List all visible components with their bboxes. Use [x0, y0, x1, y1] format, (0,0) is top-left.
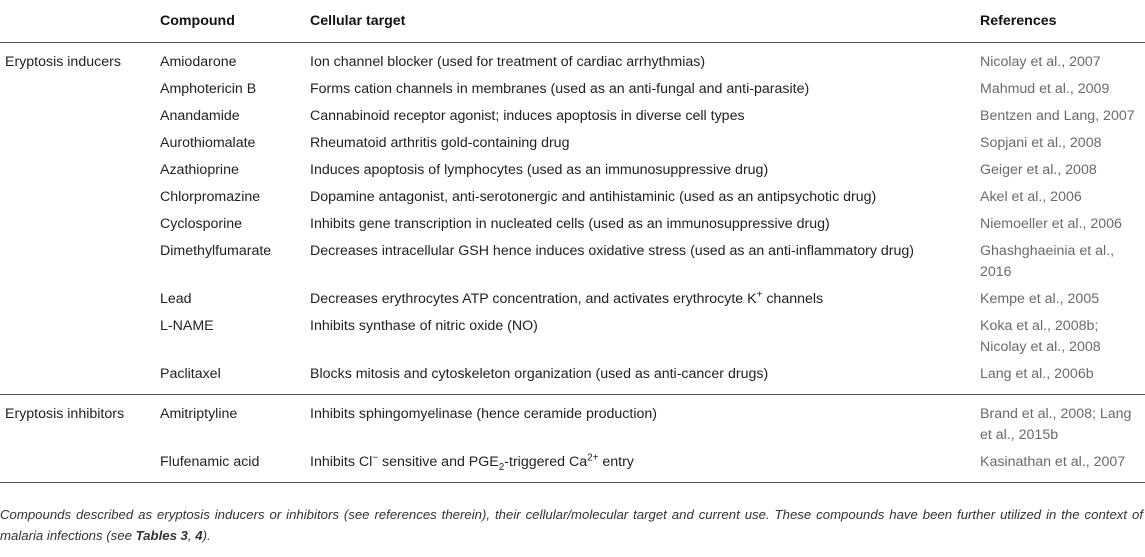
compound-cell: Paclitaxel — [160, 361, 310, 395]
table-row — [0, 43, 1145, 77]
target-cell: Induces apoptosis of lymphocytes (used as an immunosuppressive drug) — [310, 162, 769, 178]
compound-cell: Amiodarone — [160, 54, 237, 70]
table-header — [0, 0, 1145, 43]
reference-cell: Geiger et al., 2008 — [980, 162, 1097, 178]
table-row — [0, 286, 1145, 313]
target-cell: Dopamine antagonist, anti-serotonergic and antihistaminic (used as an antipsychotic drug) — [310, 189, 877, 205]
table-row — [0, 76, 1145, 103]
reference-cell: Brand et al., 2008; Lang et al., 2015b — [980, 406, 1132, 443]
table-row — [0, 184, 1145, 211]
reference-cell: Lang et al., 2006b — [980, 361, 1145, 395]
table-row — [0, 361, 1145, 395]
subscript-2: 2 — [498, 461, 505, 473]
target-cell: Blocks mitosis and cytoskeleton organization (used as anti-cancer drugs) — [310, 361, 980, 395]
inhibitors-section — [0, 395, 1145, 483]
header-row — [0, 0, 1145, 43]
caption-separator: , — [187, 528, 196, 543]
superscript-charge: 2+ — [587, 452, 599, 464]
table-row — [0, 238, 1145, 286]
reference-cell: Akel et al., 2006 — [980, 189, 1082, 205]
inducers-section — [0, 43, 1145, 395]
caption-link-table-4[interactable]: 4 — [195, 528, 203, 543]
target-text: Inhibits Cl — [310, 454, 373, 470]
table-row — [0, 313, 1145, 361]
target-text: entry — [598, 454, 634, 470]
table-row — [0, 211, 1145, 238]
target-cell — [310, 449, 980, 483]
compound-cell: Anandamide — [160, 108, 240, 124]
header-group — [0, 0, 160, 43]
superscript-minus: − — [372, 452, 379, 464]
table-row — [0, 449, 1145, 483]
target-cell: Cannabinoid receptor agonist; induces apoptosis in diverse cell types — [310, 108, 745, 124]
header-compound: Compound — [160, 0, 310, 43]
table-row — [0, 157, 1145, 184]
header-references: References — [980, 0, 1145, 43]
compound-cell: Amphotericin B — [160, 81, 257, 97]
target-text: -triggered Ca — [504, 454, 588, 470]
reference-cell: Niemoeller et al., 2006 — [980, 216, 1122, 232]
target-cell: Rheumatoid arthritis gold-containing drug — [310, 135, 570, 151]
compound-cell: Chlorpromazine — [160, 189, 261, 205]
table-row — [0, 130, 1145, 157]
compound-cell: Flufenamic acid — [160, 449, 310, 483]
caption-text: Compounds described as eryptosis inducers or inhibitors (see references therein), their cellular/molecular target and current use. These compounds have been further utilized in the context of malaria infections (see — [0, 507, 1143, 543]
reference-cell: Ghashghaeinia et al., 2016 — [980, 243, 1115, 280]
reference-cell: Mahmud et al., 2009 — [980, 81, 1110, 97]
compound-cell: Cyclosporine — [160, 216, 243, 232]
compound-cell: Lead — [160, 291, 192, 307]
reference-cell: Bentzen and Lang, 2007 — [980, 108, 1135, 124]
compound-cell: Dimethylfumarate — [160, 243, 272, 259]
table-caption — [0, 504, 1143, 546]
target-cell: Ion channel blocker (used for treatment of cardiac arrhythmias) — [310, 54, 706, 70]
group-label: Eryptosis inducers — [5, 54, 121, 70]
compound-cell: Azathioprine — [160, 162, 239, 178]
reference-cell: Koka et al., 2008b; Nicolay et al., 2008 — [980, 318, 1101, 355]
target-cell: Forms cation channels in membranes (used as an anti-fungal and anti-parasite) — [310, 81, 810, 97]
caption-end: ). — [202, 528, 211, 543]
target-cell — [310, 286, 980, 313]
caption-link-table-3[interactable]: Tables 3 — [135, 528, 188, 543]
target-text: Decreases erythrocytes ATP concentration, and activates erythrocyte K — [310, 291, 757, 307]
reference-cell: Nicolay et al., 2007 — [980, 54, 1101, 70]
target-cell: Decreases intracellular GSH hence induces oxidative stress (used as an anti-inflammatory drug) — [310, 243, 915, 259]
reference-cell: Kasinathan et al., 2007 — [980, 449, 1145, 483]
target-cell: Inhibits sphingomyelinase (hence ceramide production) — [310, 406, 657, 422]
table-row — [0, 395, 1145, 450]
table-row — [0, 103, 1145, 130]
compound-cell: Aurothiomalate — [160, 135, 256, 151]
reference-cell: Kempe et al., 2005 — [980, 291, 1100, 307]
compound-cell: Amitriptyline — [160, 406, 238, 422]
target-cell: Inhibits gene transcription in nucleated cells (used as an immunosuppressive drug) — [310, 216, 830, 232]
compound-cell: L-NAME — [160, 318, 214, 334]
target-cell: Inhibits synthase of nitric oxide (NO) — [310, 318, 538, 334]
target-text: sensitive and PGE — [378, 454, 499, 470]
target-text-suffix: channels — [762, 291, 824, 307]
superscript-charge: + — [756, 289, 763, 301]
header-target: Cellular target — [310, 0, 980, 43]
reference-cell: Sopjani et al., 2008 — [980, 135, 1102, 151]
group-label: Eryptosis inhibitors — [5, 406, 125, 422]
